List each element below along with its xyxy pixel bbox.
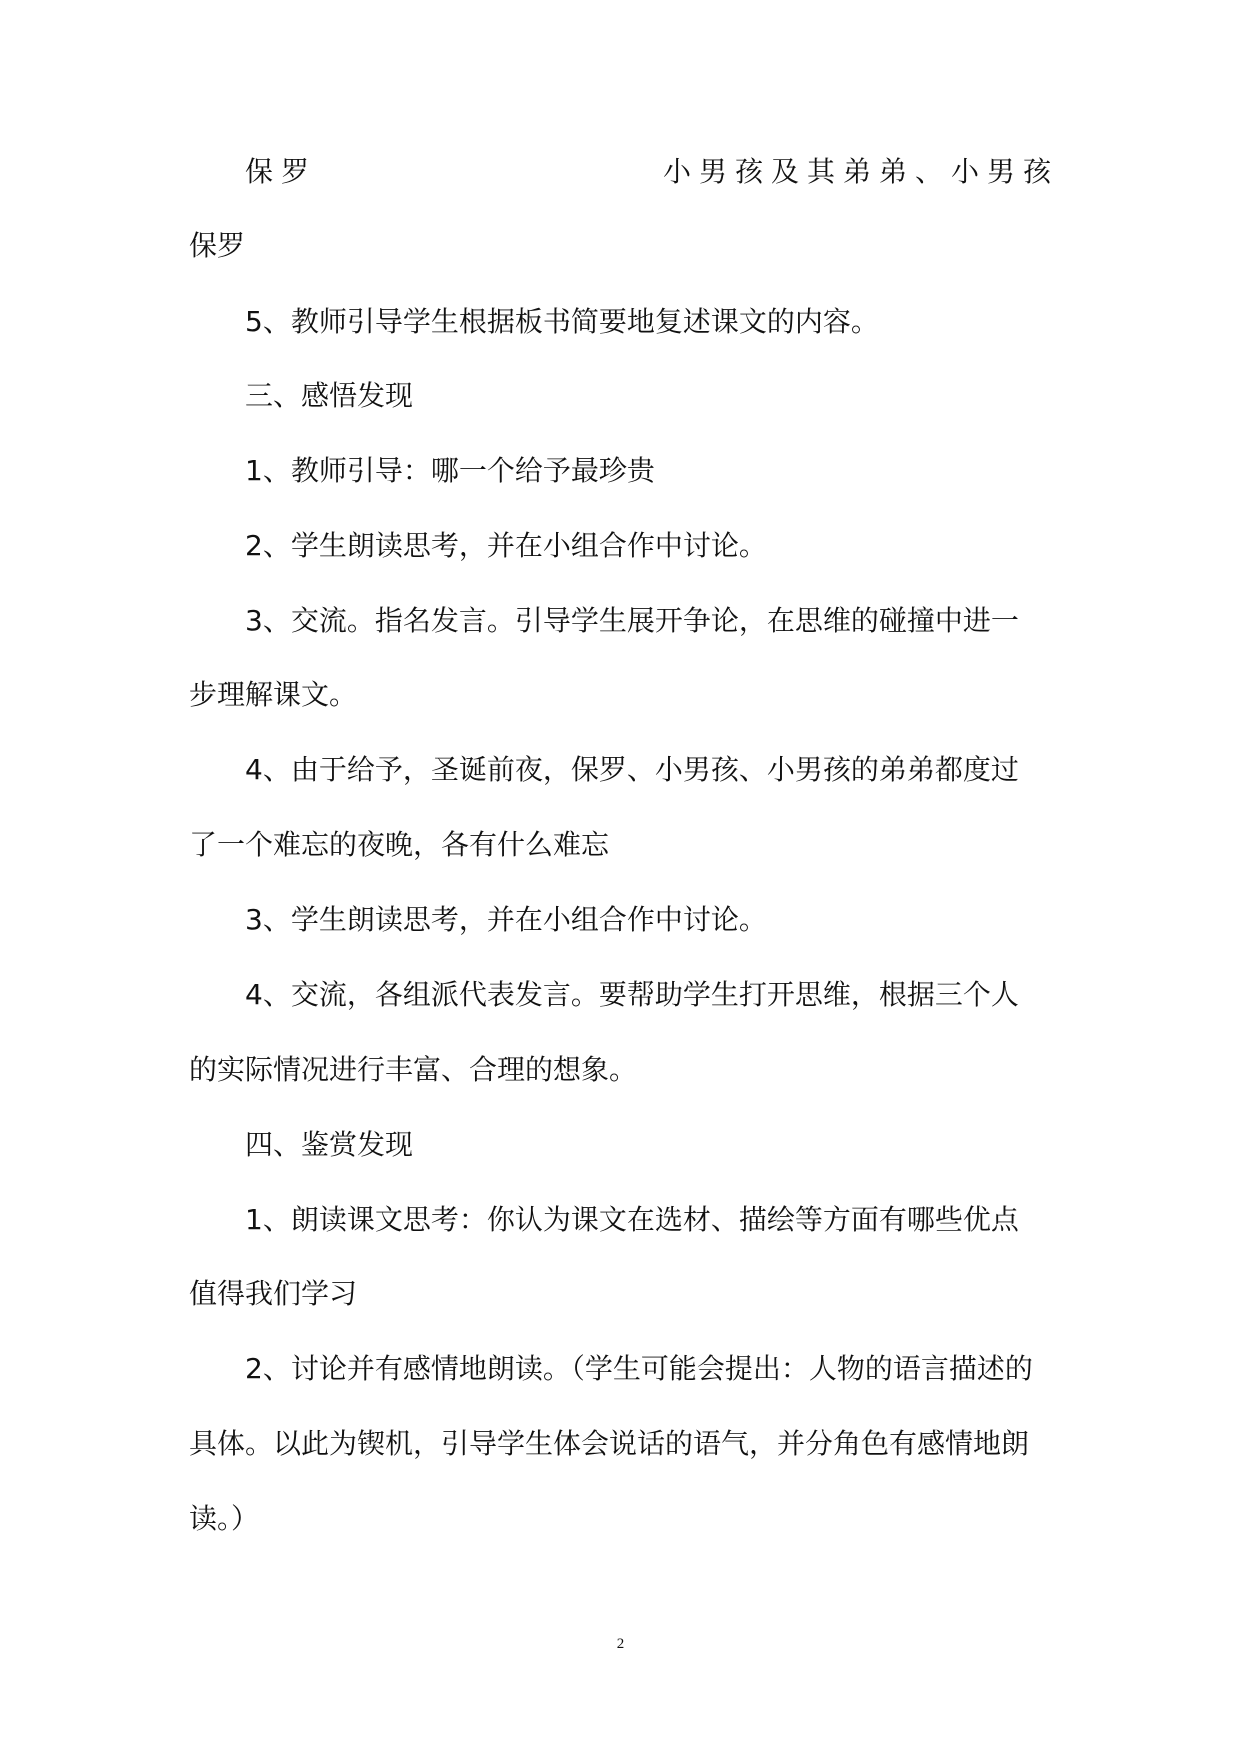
board-text-right: 小男孩及其弟弟、小男孩 bbox=[662, 155, 1059, 188]
section-heading: 四、鉴赏发现 bbox=[245, 1128, 414, 1161]
text-line: 1、朗读课文思考：你认为课文在选材、描绘等方面有哪些优点 bbox=[245, 1203, 1019, 1236]
text-line: 3、交流。指名发言。引导学生展开争论，在思维的碰撞中进一 bbox=[245, 604, 1019, 637]
text-line: 2、学生朗读思考，并在小组合作中讨论。 bbox=[245, 529, 767, 562]
page-number: 2 bbox=[616, 1636, 625, 1652]
text-line: 值得我们学习 bbox=[189, 1277, 358, 1310]
text-line: 2、讨论并有感情地朗读。（学生可能会提出：人物的语言描述的 bbox=[245, 1352, 1033, 1385]
text-line: 步理解课文。 bbox=[189, 678, 358, 711]
text-line: 1、教师引导：哪一个给予最珍贵 bbox=[245, 454, 655, 487]
text-line: 3、学生朗读思考，并在小组合作中讨论。 bbox=[245, 903, 767, 936]
board-text-left: 保罗 bbox=[245, 155, 318, 188]
text-line: 了一个难忘的夜晚，各有什么难忘 bbox=[189, 828, 610, 861]
text-line: 具体。以此为锲机，引导学生体会说话的语气，并分角色有感情地朗 bbox=[189, 1427, 1030, 1460]
text-line: 4、交流，各组派代表发言。要帮助学生打开思维，根据三个人 bbox=[245, 978, 1019, 1011]
text-line: 5、教师引导学生根据板书简要地复述课文的内容。 bbox=[245, 305, 879, 338]
text-line: 的实际情况进行丰富、合理的想象。 bbox=[189, 1053, 638, 1086]
text-line: 保罗 bbox=[189, 229, 246, 262]
text-line: 4、由于给予，圣诞前夜，保罗、小男孩、小男孩的弟弟都度过 bbox=[245, 753, 1019, 786]
board-text-row bbox=[245, 152, 1059, 192]
text-line: 读。） bbox=[189, 1502, 260, 1535]
section-heading: 三、感悟发现 bbox=[245, 379, 414, 412]
